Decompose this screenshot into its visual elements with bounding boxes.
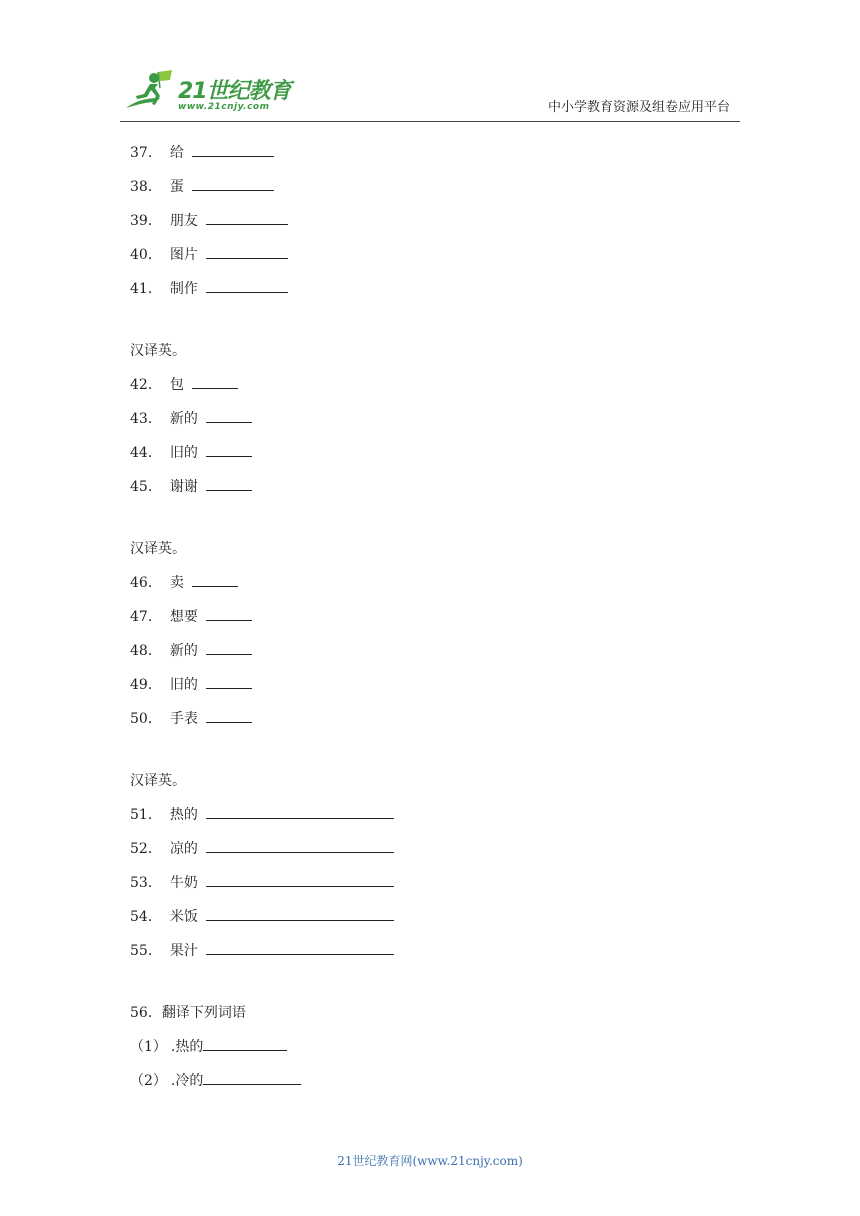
question-item bbox=[130, 798, 750, 832]
question-item bbox=[130, 272, 750, 306]
question-word: 旧的 bbox=[169, 677, 198, 693]
sub-question-item bbox=[130, 1064, 750, 1098]
question-word: 新的 bbox=[169, 411, 198, 427]
question-item bbox=[130, 668, 750, 702]
question-number: 43． bbox=[130, 411, 162, 427]
answer-blank[interactable] bbox=[206, 674, 252, 689]
worksheet-body bbox=[130, 136, 750, 1098]
sub-question-number: （2） bbox=[130, 1073, 167, 1089]
question-word: 朋友 bbox=[169, 213, 198, 229]
section-title: 汉译英。 bbox=[130, 343, 186, 359]
question-number: 52． bbox=[130, 841, 162, 857]
answer-blank[interactable] bbox=[206, 210, 288, 225]
section-translate-1 bbox=[130, 334, 750, 504]
spacer bbox=[130, 504, 750, 532]
question-number: 46． bbox=[130, 575, 162, 591]
question-item bbox=[130, 702, 750, 736]
answer-blank[interactable] bbox=[192, 142, 274, 157]
question-number: 51． bbox=[130, 807, 162, 823]
spacer bbox=[130, 306, 750, 334]
sub-question-item bbox=[130, 1030, 750, 1064]
question-item bbox=[130, 436, 750, 470]
answer-blank[interactable] bbox=[206, 838, 394, 853]
question-word: 蛋 bbox=[169, 179, 184, 195]
section-q56 bbox=[130, 996, 750, 1098]
question-item bbox=[130, 566, 750, 600]
question-word: 制作 bbox=[169, 281, 198, 297]
answer-blank[interactable] bbox=[206, 606, 252, 621]
sub-question-number: （1） bbox=[130, 1039, 167, 1055]
question-item bbox=[130, 238, 750, 272]
answer-blank[interactable] bbox=[206, 940, 394, 955]
answer-blank[interactable] bbox=[206, 408, 252, 423]
question-word: 包 bbox=[169, 377, 184, 393]
sub-question-word: .热的 bbox=[170, 1039, 204, 1055]
question-number: 44． bbox=[130, 445, 162, 461]
question-word: 果汁 bbox=[169, 943, 198, 959]
question-number: 39． bbox=[130, 213, 162, 229]
question-number: 54． bbox=[130, 909, 162, 925]
question-word: 图片 bbox=[169, 247, 198, 263]
question-word: 新的 bbox=[169, 643, 198, 659]
question-word: 米饭 bbox=[169, 909, 198, 925]
question-item bbox=[130, 204, 750, 238]
question-item bbox=[130, 600, 750, 634]
section-translate-2 bbox=[130, 532, 750, 736]
answer-blank[interactable] bbox=[206, 278, 288, 293]
question-item bbox=[130, 634, 750, 668]
question-item bbox=[130, 934, 750, 968]
question-number: 55． bbox=[130, 943, 162, 959]
question-word: 谢谢 bbox=[169, 479, 198, 495]
header-tagline: 中小学教育资源及组卷应用平台 bbox=[548, 100, 731, 115]
question-number: 45． bbox=[130, 479, 162, 495]
answer-blank[interactable] bbox=[206, 640, 252, 655]
page-footer[interactable]: 21世纪教育网(www.21cnjy.com) bbox=[337, 1154, 523, 1168]
answer-blank[interactable] bbox=[192, 176, 274, 191]
answer-blank[interactable] bbox=[206, 244, 288, 259]
section-title: 汉译英。 bbox=[130, 773, 186, 789]
question-number: 50． bbox=[130, 711, 162, 727]
question-word: 卖 bbox=[169, 575, 184, 591]
question-number: 37． bbox=[130, 145, 162, 161]
logo-text: 21世纪教育 bbox=[178, 79, 291, 104]
question-item bbox=[130, 402, 750, 436]
answer-blank[interactable] bbox=[206, 906, 394, 921]
question-word: 凉的 bbox=[169, 841, 198, 857]
question-item bbox=[130, 368, 750, 402]
question-word: 给 bbox=[169, 145, 184, 161]
answer-blank[interactable] bbox=[206, 872, 394, 887]
spacer bbox=[130, 736, 750, 764]
answer-blank[interactable] bbox=[206, 708, 252, 723]
answer-blank[interactable] bbox=[206, 804, 394, 819]
question-item bbox=[130, 470, 750, 504]
section-translate-3 bbox=[130, 764, 750, 968]
question-56-title: 56．翻译下列词语 bbox=[130, 1005, 246, 1021]
question-number: 41． bbox=[130, 281, 162, 297]
answer-blank[interactable] bbox=[206, 442, 252, 457]
question-word: 热的 bbox=[169, 807, 198, 823]
logo bbox=[120, 68, 300, 118]
answer-blank[interactable] bbox=[192, 572, 238, 587]
question-word: 牛奶 bbox=[169, 875, 198, 891]
question-number: 42． bbox=[130, 377, 162, 393]
spacer bbox=[130, 968, 750, 996]
question-number: 53． bbox=[130, 875, 162, 891]
answer-blank[interactable] bbox=[192, 374, 238, 389]
sub-question-word: .冷的 bbox=[170, 1073, 204, 1089]
logo-url: www.21cnjy.com bbox=[178, 102, 270, 112]
answer-blank[interactable] bbox=[203, 1036, 287, 1051]
answer-blank[interactable] bbox=[203, 1070, 301, 1085]
question-item bbox=[130, 832, 750, 866]
question-number: 40． bbox=[130, 247, 162, 263]
header-divider bbox=[120, 121, 740, 122]
runner-logo-icon bbox=[120, 68, 180, 114]
question-number: 49． bbox=[130, 677, 162, 693]
question-item bbox=[130, 170, 750, 204]
question-word: 手表 bbox=[169, 711, 198, 727]
section-title: 汉译英。 bbox=[130, 541, 186, 557]
page-header bbox=[0, 0, 860, 128]
question-item bbox=[130, 900, 750, 934]
intro-questions bbox=[130, 136, 750, 306]
question-word: 旧的 bbox=[169, 445, 198, 461]
question-item bbox=[130, 866, 750, 900]
answer-blank[interactable] bbox=[206, 476, 252, 491]
question-number: 47． bbox=[130, 609, 162, 625]
question-word: 想要 bbox=[169, 609, 198, 625]
question-item bbox=[130, 136, 750, 170]
question-number: 48． bbox=[130, 643, 162, 659]
question-number: 38． bbox=[130, 179, 162, 195]
